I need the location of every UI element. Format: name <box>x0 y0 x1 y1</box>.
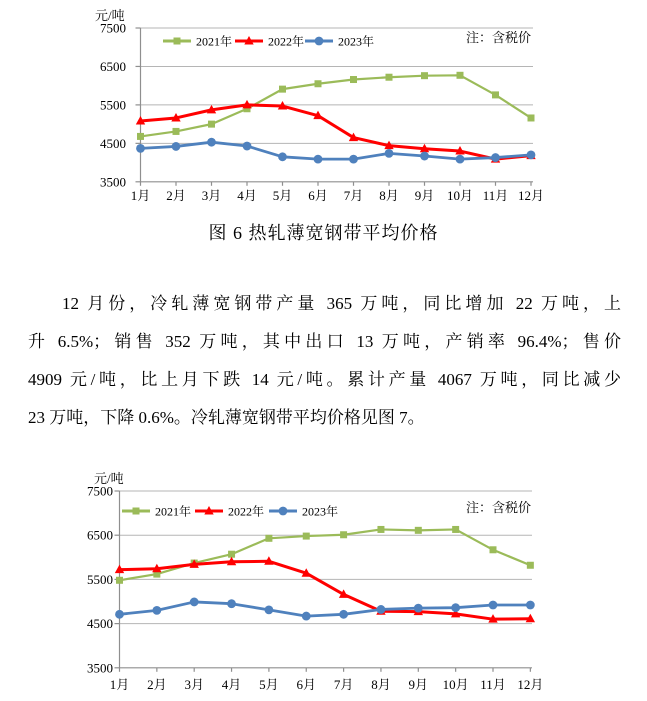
x-tick-label: 2月 <box>147 677 167 692</box>
y-tick-label: 4500 <box>87 616 113 632</box>
data-point-marker <box>451 603 460 612</box>
data-point-marker <box>386 74 393 81</box>
data-point-marker <box>137 133 144 140</box>
legend <box>163 34 374 49</box>
data-point-marker <box>421 72 428 79</box>
paragraph-line: 12 月份，冷轧薄宽钢带产量 365 万吨，同比增加 22 万吨，上 <box>62 294 621 313</box>
data-point-marker <box>173 128 180 135</box>
legend-marker <box>174 38 181 45</box>
legend-label: 2022年 <box>228 504 265 519</box>
data-point-marker <box>350 76 357 83</box>
data-point-marker <box>136 144 145 153</box>
data-point-marker <box>340 531 347 538</box>
paragraph-line: 4909 元/吨，比上月下跌 14 元/吨。累计产量 4067 万吨，同比减少 <box>28 370 621 389</box>
x-tick-label: 4月 <box>237 188 257 203</box>
x-tick-label: 2月 <box>166 188 186 203</box>
x-tick-label: 5月 <box>259 677 279 692</box>
data-point-marker <box>279 86 286 93</box>
y-axis-unit-label: 元/吨 <box>94 471 124 486</box>
x-tick-label: 9月 <box>408 677 429 692</box>
data-point-marker <box>492 91 499 98</box>
data-point-marker <box>457 72 464 79</box>
data-point-marker <box>314 155 323 164</box>
data-point-marker <box>452 526 459 533</box>
legend-label: 2023年 <box>302 504 339 519</box>
x-tick-label: 1月 <box>109 677 130 692</box>
data-point-marker <box>278 152 287 161</box>
data-point-marker <box>208 121 215 128</box>
data-point-marker <box>116 577 123 584</box>
x-tick-label: 8月 <box>371 677 391 692</box>
x-tick-label: 12月 <box>517 188 545 203</box>
data-point-marker <box>490 546 497 553</box>
data-point-marker <box>265 535 272 542</box>
data-point-marker <box>265 605 274 614</box>
body-paragraph <box>28 285 621 437</box>
data-point-marker <box>420 152 429 161</box>
data-point-marker <box>172 142 181 151</box>
series-line <box>141 105 532 159</box>
x-tick-label: 8月 <box>379 188 399 203</box>
axes <box>136 28 534 186</box>
data-point-marker <box>527 562 534 569</box>
x-tick-label: 1月 <box>130 188 151 203</box>
legend-marker <box>315 37 324 46</box>
data-point-marker <box>243 142 252 151</box>
series-line <box>120 602 531 616</box>
y-tick-label: 3500 <box>87 660 113 676</box>
x-tick-label: 12月 <box>517 677 544 692</box>
series-line <box>141 142 532 159</box>
y-tick-label: 7500 <box>87 483 113 499</box>
legend-label: 2021年 <box>155 504 192 519</box>
data-point-marker <box>415 527 422 534</box>
x-tick-label: 3月 <box>184 677 204 692</box>
data-point-marker <box>456 155 465 164</box>
y-tick-label: 4500 <box>100 135 126 151</box>
data-point-marker <box>315 80 322 87</box>
data-point-marker <box>302 612 311 621</box>
legend-item-2022 <box>235 34 304 49</box>
data-point-marker <box>115 610 124 619</box>
legend-label: 2023年 <box>338 34 375 49</box>
x-tick-label: 11月 <box>480 677 506 692</box>
data-point-marker <box>377 605 386 614</box>
legend-item-2023 <box>305 34 374 49</box>
data-point-marker <box>414 604 423 613</box>
x-tick-label: 7月 <box>343 188 364 203</box>
y-axis-labels <box>100 21 126 190</box>
series-2021 <box>116 526 534 584</box>
x-tick-label: 11月 <box>482 188 509 203</box>
legend-marker <box>279 507 288 516</box>
series-2021 <box>137 72 535 140</box>
x-tick-label: 4月 <box>221 677 242 692</box>
y-tick-label: 6500 <box>100 58 126 74</box>
series-2022 <box>136 100 536 163</box>
figure6-line-chart <box>0 0 647 212</box>
legend-label: 2021年 <box>196 34 233 49</box>
y-axis-labels <box>87 484 113 676</box>
legend-label: 2022年 <box>268 34 305 49</box>
y-tick-label: 5500 <box>100 97 126 113</box>
data-point-marker <box>528 114 535 121</box>
series-line <box>120 529 531 580</box>
x-tick-label: 6月 <box>296 677 317 692</box>
data-point-marker <box>303 533 310 540</box>
data-point-marker <box>491 153 500 162</box>
x-tick-label: 6月 <box>308 188 328 203</box>
data-point-marker <box>190 598 199 607</box>
y-tick-label: 5500 <box>87 571 113 587</box>
data-point-marker <box>377 526 384 533</box>
series-line <box>120 561 531 619</box>
legend-item-2021 <box>122 504 191 519</box>
legend-marker <box>133 508 140 515</box>
data-point-marker <box>227 599 236 608</box>
figure7-line-chart <box>0 462 647 701</box>
x-tick-label: 5月 <box>272 188 293 203</box>
data-point-marker <box>526 601 535 610</box>
legend-item-2021 <box>163 34 232 49</box>
legend-item-2022 <box>195 504 264 519</box>
legend-item-2023 <box>269 504 338 519</box>
data-point-marker <box>489 601 498 610</box>
tax-note: 注：含税价 <box>466 30 532 45</box>
x-axis-labels <box>110 677 544 692</box>
y-tick-label: 7500 <box>100 20 126 36</box>
x-tick-label: 7月 <box>333 677 354 692</box>
y-tick-label: 6500 <box>87 527 113 543</box>
x-tick-label: 3月 <box>201 188 222 203</box>
data-point-marker <box>385 149 394 158</box>
data-point-marker <box>207 138 216 147</box>
x-tick-label: 9月 <box>414 188 435 203</box>
y-tick-label: 3500 <box>100 174 126 190</box>
y-axis-unit-label: 元/吨 <box>95 8 125 23</box>
tax-note: 注：含税价 <box>466 500 532 515</box>
series-2022 <box>115 556 535 622</box>
data-point-marker <box>349 155 358 164</box>
figure6-caption: 图 6 热轧薄宽钢带平均价格 <box>208 223 439 243</box>
paragraph-line: 23 万吨，下降 0.6%。冷轧薄宽钢带平均价格见图 7。 <box>28 408 425 427</box>
series-2023 <box>136 138 535 164</box>
legend <box>122 504 338 519</box>
data-point-marker <box>228 551 235 558</box>
x-axis-labels <box>131 188 544 203</box>
paragraph-line: 升 6.5%；销售 352 万吨，其中出口 13 万吨，产销率 96.4%；售价 <box>28 332 621 351</box>
data-point-marker <box>152 606 161 615</box>
x-tick-label: 10月 <box>446 188 474 203</box>
data-point-marker <box>527 150 536 159</box>
data-point-marker <box>339 610 348 619</box>
x-tick-label: 10月 <box>442 677 469 692</box>
